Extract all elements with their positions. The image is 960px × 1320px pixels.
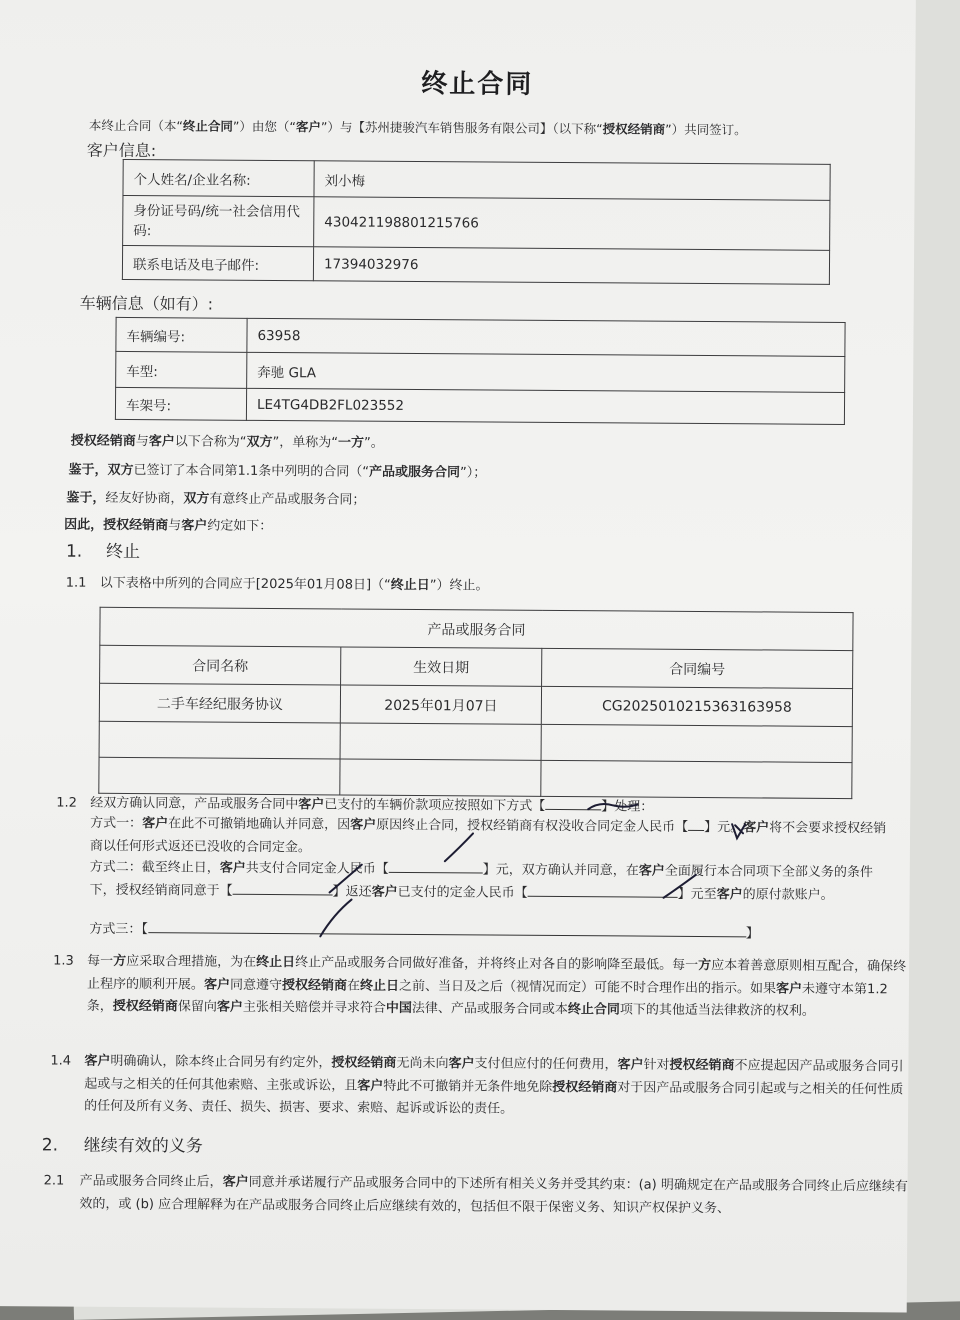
vehicle-model-value: 奔驰 GLA — [247, 352, 845, 392]
table-caption-row — [100, 607, 853, 650]
clause-2-1-number: 2.1 — [43, 1173, 65, 1189]
vehicle-model-label: 车型: — [116, 351, 247, 388]
handwritten-zero-mark — [728, 821, 750, 841]
customer-info-table — [122, 159, 831, 285]
section-2-number: 2. — [41, 1135, 59, 1156]
parties-definition: 授权经销商与客户以下合称为“双方”，单称为“一方”。 — [70, 433, 384, 451]
vehicle-section-heading: 车辆信息（如有）: — [79, 293, 214, 314]
customer-section-heading: 客户信息: — [86, 140, 157, 161]
empty-cell — [340, 759, 541, 796]
clause-1-2-number: 1.2 — [56, 795, 77, 811]
empty-cell — [541, 724, 852, 762]
header-effective-date: 生效日期 — [341, 647, 542, 686]
clause-1-3-text: 每一方应采取合理措施，为在终止日终止产品或服务合同做好准备，并将终止对各自的影响降至最低。每一方应本着善意原则相互配合，确保终止程序的顺利开展。客户同意遵守授权经销商在终止日之前、当日及之后（视情况而定）可能不时合理作出的指示。如果客户未遵守本第1.2条，授权经销商保留向客户主张相关赔偿并寻求符合中国法律、产品或服务合同或本终止合同项下的其他适当法律救济的权利。 — [86, 953, 907, 1019]
section-1-number: 1. — [65, 541, 83, 562]
vehicle-id-value: 63958 — [247, 318, 845, 356]
clause-2-1-text: 产品或服务合同终止后，客户同意并承诺履行产品或服务合同中的下述所有相关义务并受其约束：(a) 明确规定在产品或服务合同终止后应继续有效的，或 (b) 应合理解释为在产品或服务合同终止后应继续有效的，包括但不限于保密义务、知识产权保护义务、 — [79, 1173, 908, 1216]
table-row — [123, 195, 830, 250]
clause-1-1-text: 以下表格中所列的合同应于[2025年01月08日]（“终止日”）终止。 — [99, 575, 489, 594]
clause-1-2-method-2: 方式二：截至终止日，客户共支付合同定金人民币【 】元，双方确认并同意，在客户全面履行本合同项下全部义务的条件下，授权经销商同意于【 】返还客户已支付的定金人民币【 】元至客户的原付款账户。 — [89, 859, 873, 903]
effective-date-cell: 2025年01月07日 — [340, 685, 541, 724]
contract-table — [98, 607, 853, 799]
vehicle-id-label: 车辆编号: — [116, 317, 247, 352]
contract-name-cell: 二手车经纪服务协议 — [99, 683, 340, 723]
whereas-clause-2: 鉴于，经友好协商，双方有意终止产品或服务合同； — [66, 490, 366, 508]
clause-1-2-text: 经双方确认同意，产品或服务合同中客户已支付的车辆价款项应按照如下方式【 】处理： — [90, 795, 654, 815]
contract-table-caption: 产品或服务合同 — [100, 607, 853, 650]
table-row — [99, 757, 852, 798]
clause-1-1-number: 1.1 — [65, 575, 87, 591]
handwritten-slash-mark — [442, 829, 476, 865]
empty-cell — [340, 723, 541, 760]
vehicle-info-table — [115, 317, 846, 425]
section-2-title: 继续有效的义务 — [83, 1135, 203, 1157]
handwritten-slash-mark — [326, 860, 366, 896]
table-row — [115, 387, 844, 424]
section-1-title: 终止 — [105, 541, 141, 563]
empty-cell — [99, 721, 340, 759]
customer-contact-label: 联系电话及电子邮件: — [122, 245, 313, 280]
customer-contact-value: 17394032976 — [313, 247, 829, 285]
clause-1-4-text: 客户明确确认，除本终止合同另有约定外，授权经销商无尚未向客户支付但应付的任何费用，客户针对授权经销商不应提起因产品或服务合同引起或与之相关的任何其他索赔、主张或诉讼，且客户特此不可撤销并无条件地免除授权经销商对于因产品或服务合同引起或与之相关的任何性质的任何及所有义务、责任、损失、损害、要求、索赔、起诉或诉讼的责任。 — [84, 1053, 904, 1117]
table-row — [122, 245, 829, 284]
customer-id-value: 430421198801215766 — [314, 197, 830, 251]
table-row — [99, 683, 852, 726]
table-header-row — [100, 645, 853, 688]
header-contract-number: 合同编号 — [542, 648, 853, 688]
handwritten-dash-mark — [585, 798, 641, 814]
empty-cell — [541, 760, 852, 798]
customer-id-label: 身份证号码/统一社会信用代码: — [123, 195, 314, 246]
intro-paragraph: 本终止合同（本“终止合同”）由您（“客户”）与【苏州捷骏汽车销售服务有限公司】（以下称“授权经销商”）共同签订。 — [88, 117, 747, 138]
clause-1-3-number: 1.3 — [53, 953, 74, 969]
vehicle-vin-label: 车架号: — [115, 387, 246, 420]
whereas-clause-1: 鉴于，双方已签订了本合同第1.1条中列明的合同（“产品或服务合同”）； — [68, 462, 487, 481]
handwritten-slash-mark — [315, 896, 355, 940]
document-title: 终止合同 — [421, 69, 534, 100]
table-row — [116, 317, 845, 356]
header-contract-name: 合同名称 — [100, 645, 341, 685]
empty-cell — [99, 757, 340, 795]
customer-name-value: 刘小梅 — [314, 161, 830, 201]
table-row — [116, 351, 845, 392]
handwritten-slash-mark — [660, 871, 700, 901]
clause-1-2-method-1: 方式一：客户在此不可撤销地确认并同意，因客户原因终止合同，授权经销商有权没收合同定金人民币【 】元。客户将不会要求授权经销商以任何形式返还已没收的合同定金。 — [89, 815, 887, 855]
clause-1-2-method-3: 方式三：【 】 — [89, 921, 759, 942]
contract-number-cell: CG2025010215363163958 — [541, 686, 852, 726]
customer-name-label: 个人姓名/企业名称: — [123, 159, 314, 196]
clause-1-4-number: 1.4 — [50, 1053, 72, 1069]
therefore-clause: 因此，授权经销商与客户约定如下： — [64, 517, 273, 535]
table-row — [123, 159, 830, 200]
table-row — [99, 721, 852, 762]
vehicle-vin-value: LE4TG4DB2FL023552 — [246, 388, 844, 424]
